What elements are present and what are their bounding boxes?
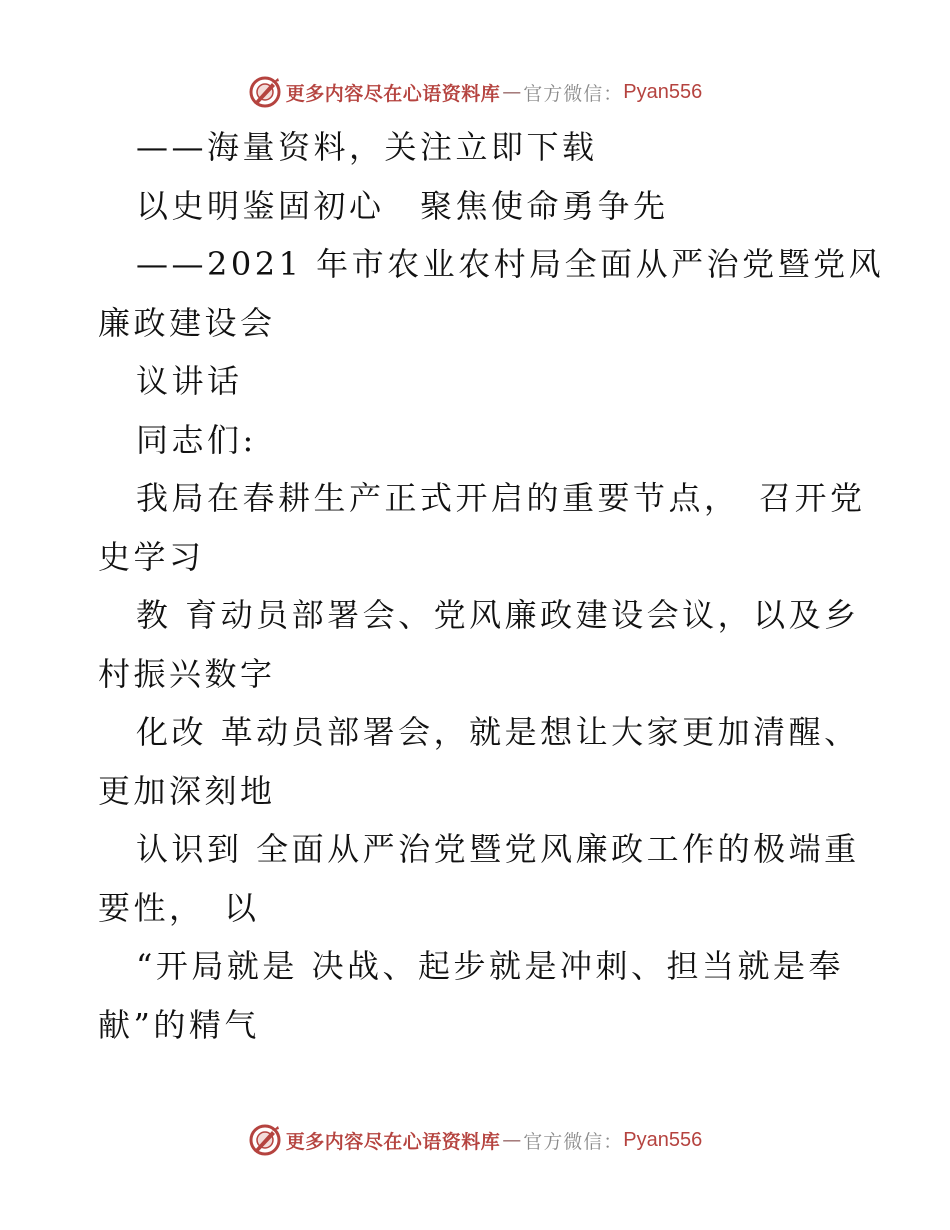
speech-subtitle-line-3: 议讲话 xyxy=(136,362,243,400)
quill-logo-icon xyxy=(248,75,282,109)
quill-logo-icon xyxy=(248,1123,282,1157)
promo-text: 更多内容尽在心语资料库 xyxy=(285,1130,501,1153)
paragraph-line: “开局就是 决战、起步就是冲刺、担当就是奉 xyxy=(136,947,845,985)
speech-title: 以史明鉴固初心 聚焦使命勇争先 xyxy=(136,186,669,225)
wechat-label: 官方微信： xyxy=(523,82,624,105)
paragraph-line: 要性， 以 xyxy=(98,888,260,927)
paragraph-line: 我局在春耕生产正式开启的重要节点， 召开党 xyxy=(136,479,866,517)
speech-subtitle-line-2: 廉政建设会 xyxy=(98,303,276,342)
paragraph-line: 教 育动员部署会、党风廉政建设会议，以及乡 xyxy=(136,596,860,634)
wechat-label: 官方微信： xyxy=(523,1130,624,1153)
paragraph-line: 献”的精气 xyxy=(98,1005,260,1044)
separator-dash: — xyxy=(502,1129,522,1151)
header-watermark-banner xyxy=(0,72,950,112)
wechat-id: Pyan556 xyxy=(623,1128,703,1151)
intro-line: ——海量资料，关注立即下载 xyxy=(136,128,598,166)
wechat-id: Pyan556 xyxy=(623,80,703,103)
promo-text: 更多内容尽在心语资料库 xyxy=(285,82,501,105)
salutation: 同志们: xyxy=(136,420,257,459)
paragraph-line: 村振兴数字 xyxy=(98,654,276,693)
paragraph-line: 史学习 xyxy=(98,537,205,576)
speech-subtitle-line-1: ——2021 年市农业农村局全面从严治党暨党风 xyxy=(136,245,885,283)
paragraph-line: 更加深刻地 xyxy=(98,771,276,810)
footer-watermark-banner xyxy=(0,1120,950,1160)
document-body xyxy=(98,118,885,1054)
paragraph-line: 化改 革动员部署会，就是想让大家更加清醒、 xyxy=(136,713,860,751)
separator-dash: — xyxy=(502,81,522,103)
paragraph-line: 认识到 全面从严治党暨党风廉政工作的极端重 xyxy=(136,830,860,868)
